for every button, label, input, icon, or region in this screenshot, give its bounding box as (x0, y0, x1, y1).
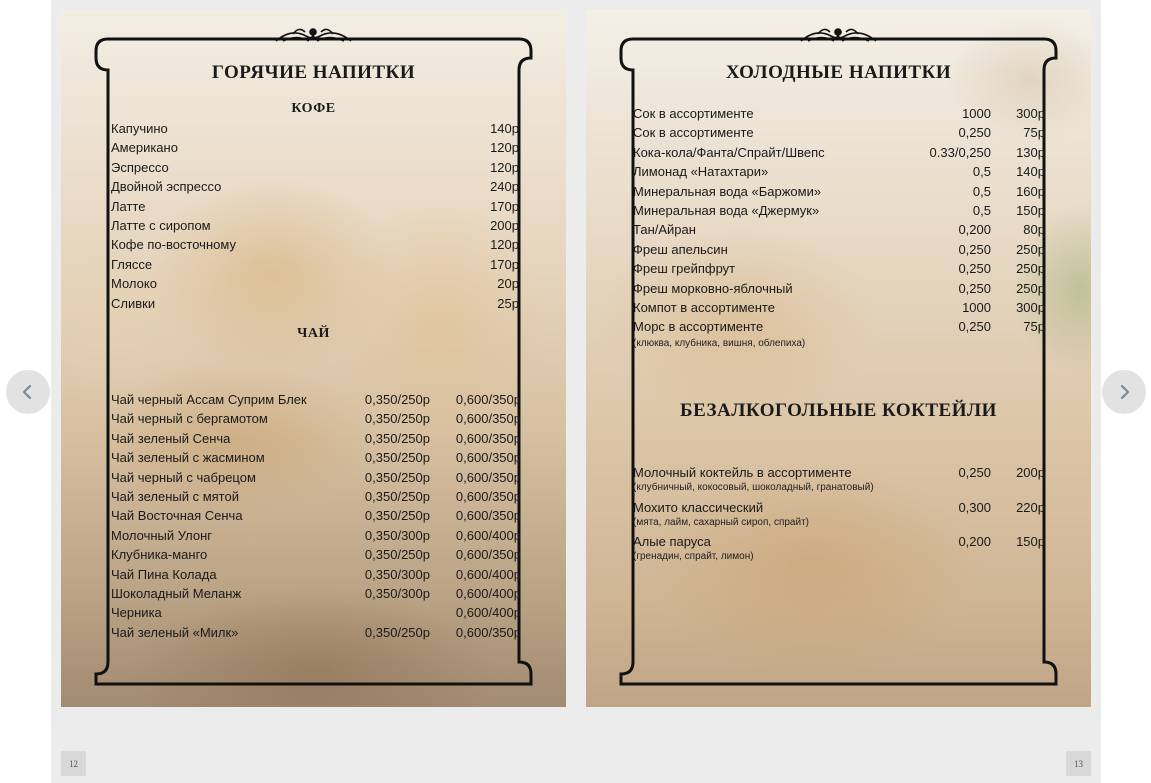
menu-item-row (111, 526, 521, 545)
menu-item-row (633, 123, 1045, 142)
item-volume: 0,5 (972, 183, 991, 199)
section-title-cocktails: БЕЗАЛКОГОЛЬНЫЕ КОКТЕЙЛИ (680, 400, 997, 421)
menu-item-row (111, 138, 519, 157)
item-price: 75р (1023, 319, 1045, 335)
item-price-small: 0,350/250р (364, 392, 430, 407)
item-volume: 0,250 (958, 125, 991, 141)
item-price-small: 0,350/250р (364, 489, 430, 504)
item-price: 220р (1016, 499, 1045, 515)
item-price: 120р (490, 237, 519, 253)
menu-item-row (633, 259, 1045, 278)
item-volume: 0,250 (958, 280, 991, 296)
item-name: Алые паруса (633, 534, 711, 549)
item-name: Эспрессо (111, 159, 169, 175)
menu-item-row (633, 498, 1045, 517)
page-number-right: 13 (1066, 751, 1091, 776)
item-name: Кока-кола/Фанта/Спрайт/Швепс (633, 144, 825, 160)
item-volume: 0,250 (958, 465, 991, 480)
item-price: 120р (490, 140, 519, 156)
item-name: Сливки (111, 295, 156, 311)
item-name: Чай черный с бергамотом (111, 411, 268, 427)
chevron-left-icon (20, 384, 36, 400)
item-price-small: 0,350/250р (364, 450, 430, 466)
menu-item-row (633, 220, 1045, 239)
menu-item-row (633, 104, 1045, 123)
item-name: Чай зеленый «Милк» (111, 624, 239, 640)
item-name: Фреш апельсин (633, 241, 728, 257)
item-note: (гренадин, спрайт, лимон) (633, 551, 754, 562)
item-price-large: 0,600/350р (455, 624, 521, 640)
item-name: Чай зеленый Сенча (111, 430, 231, 446)
item-price: 160р (1016, 183, 1045, 199)
menu-item-row (111, 429, 521, 448)
menu-item-row (633, 298, 1045, 317)
menu-item-row (111, 603, 521, 622)
menu-viewer (51, 0, 1101, 783)
menu-item-row (111, 584, 521, 603)
item-price: 75р (1023, 125, 1045, 141)
item-name: Молочный коктейль в ассортименте (633, 465, 852, 480)
menu-item-row (111, 255, 519, 274)
item-name: Чай черный с чабрецом (111, 469, 256, 485)
menu-item-row (111, 409, 521, 428)
item-price: 300р (1016, 106, 1045, 121)
item-name: Фреш морковно-яблочный (633, 280, 793, 296)
menu-item-row (111, 119, 519, 138)
menu-item-row (111, 197, 519, 216)
menu-item-row (111, 468, 521, 487)
item-volume: 0,250 (958, 241, 991, 257)
menu-item-row (111, 235, 519, 254)
item-price: 240р (490, 179, 519, 195)
item-price: 170р (490, 256, 519, 272)
section-title-hot-drinks: ГОРЯЧИЕ НАПИТКИ (211, 62, 416, 83)
menu-item-row (633, 240, 1045, 259)
item-volume: 0,5 (972, 164, 991, 180)
page-number-left: 12 (61, 751, 86, 776)
menu-item-row (633, 279, 1045, 298)
item-volume: 0,250 (958, 261, 991, 277)
item-price-large: 0,600/350р (455, 489, 521, 504)
item-volume: 0,250 (958, 319, 991, 335)
item-name: Двойной эспрессо (111, 179, 222, 195)
chevron-right-icon (1116, 384, 1132, 400)
item-price: 20р (497, 276, 519, 292)
item-price: 150р (1016, 534, 1045, 549)
item-name: Латте (111, 198, 146, 214)
item-price-large: 0,600/350р (455, 450, 521, 466)
item-price-large: 0,600/400р (455, 586, 521, 601)
item-name: Чай Восточная Сенча (111, 508, 243, 524)
item-volume: 0,200 (958, 534, 991, 549)
item-price-large: 0,600/350р (455, 469, 521, 485)
item-name: Гляссе (111, 256, 153, 272)
menu-item-row (633, 463, 1045, 482)
item-price: 200р (1016, 465, 1045, 480)
menu-page-cold-drinks (586, 10, 1091, 707)
menu-item-row (633, 162, 1045, 181)
item-price-large: 0,600/350р (455, 547, 521, 563)
item-price-large: 0,600/350р (455, 508, 521, 524)
item-note: (клубничный, кокосовый, шоколадный, гранатовый) (633, 482, 874, 493)
item-volume: 0.33/0,250 (929, 144, 991, 160)
item-name: Сок в ассортименте (633, 125, 754, 141)
section-heading-coffee: КОФЕ (291, 101, 336, 116)
item-price-large: 0,600/350р (455, 392, 521, 407)
item-price-small: 0,350/250р (364, 624, 430, 640)
menu-item-row (111, 390, 521, 409)
item-price: 140р (1016, 164, 1045, 180)
item-price-small: 0,350/250р (364, 411, 430, 427)
item-name: Шоколадный Меланж (111, 586, 242, 601)
item-volume: 0,200 (958, 222, 991, 238)
item-price: 250р (1016, 241, 1045, 257)
item-price: 300р (1016, 300, 1045, 315)
item-price-small: 0,350/250р (364, 547, 430, 563)
item-name: Чай черный Ассам Суприм Блек (111, 392, 307, 407)
menu-item-row (633, 143, 1045, 162)
item-name: Американо (111, 140, 178, 156)
item-name: Тан/Айран (633, 222, 696, 238)
section-heading-tea: ЧАЙ (297, 326, 330, 341)
item-name: Чай зеленый с жасмином (111, 450, 265, 466)
item-volume: 1000 (962, 106, 991, 121)
next-page-button[interactable] (1102, 370, 1146, 414)
menu-item-row (111, 448, 521, 467)
menu-item-row (633, 317, 1045, 336)
item-price-large: 0,600/400р (455, 527, 521, 543)
item-note: (мята, лайм, сахарный сироп, спрайт) (633, 516, 809, 528)
item-name: Капучино (111, 121, 168, 136)
menu-item-row (633, 532, 1045, 551)
item-price-small: 0,350/250р (364, 508, 430, 524)
item-price: 150р (1016, 203, 1045, 218)
menu-item-row (111, 158, 519, 177)
menu-item-row (111, 274, 519, 293)
item-price-large: 0,600/350р (455, 411, 521, 427)
menu-page-hot-drinks (61, 10, 566, 707)
item-name: Минеральная вода «Баржоми» (633, 183, 822, 199)
menu-item-row (111, 565, 521, 584)
item-name: Морс в ассортименте (633, 319, 764, 335)
item-price: 170р (490, 198, 519, 214)
item-price: 140р (490, 121, 519, 136)
item-price-small: 0,350/300р (364, 566, 430, 582)
mors-note: (клюква, клубника, вишня, облепиха) (633, 338, 806, 349)
item-price-large: 0,600/350р (455, 430, 521, 446)
menu-item-row (633, 182, 1045, 201)
menu-item-row (111, 623, 521, 642)
item-name: Чай Пина Колада (111, 566, 217, 582)
item-price: 200р (490, 218, 519, 233)
item-price-large: 0,600/400р (455, 605, 521, 621)
menu-item-row (111, 506, 521, 525)
item-name: Фреш грейпфрут (633, 261, 736, 277)
item-name: Мохито классический (633, 499, 764, 515)
menu-item-row (111, 545, 521, 564)
item-name: Латте с сиропом (111, 218, 211, 233)
item-name: Кофе по-восточному (111, 237, 236, 253)
menu-item-row (633, 201, 1045, 220)
item-price: 80р (1023, 222, 1045, 238)
item-price-small: 0,350/300р (364, 586, 430, 601)
item-name: Черника (111, 605, 162, 621)
item-price: 250р (1016, 280, 1045, 296)
item-price: 120р (490, 159, 519, 175)
item-price-small: 0,350/250р (364, 430, 430, 446)
menu-item-row (111, 487, 521, 506)
item-name: Компот в ассортименте (633, 300, 775, 315)
item-price-small: 0,350/250р (364, 469, 430, 485)
menu-item-row (111, 216, 519, 235)
item-price: 130р (1016, 144, 1045, 160)
menu-item-row (111, 294, 519, 313)
item-price: 25р (497, 295, 519, 311)
menu-item-row (111, 177, 519, 196)
item-name: Молоко (111, 276, 157, 292)
item-volume: 1000 (962, 300, 991, 315)
item-name: Минеральная вода «Джермук» (633, 203, 820, 218)
item-name: Клубника-манго (111, 547, 208, 563)
item-name: Сок в ассортименте (633, 106, 754, 121)
item-price-small: 0,350/300р (364, 527, 430, 543)
item-volume: 0,300 (958, 499, 991, 515)
item-volume: 0,5 (972, 203, 991, 218)
item-name: Молочный Улонг (111, 527, 213, 543)
item-price: 250р (1016, 261, 1045, 277)
prev-page-button[interactable] (6, 370, 50, 414)
section-title-cold-drinks: ХОЛОДНЫЕ НАПИТКИ (725, 62, 952, 83)
item-name: Чай зеленый с мятой (111, 489, 239, 504)
item-price-large: 0,600/400р (455, 566, 521, 582)
item-name: Лимонад «Натахтари» (633, 164, 769, 180)
